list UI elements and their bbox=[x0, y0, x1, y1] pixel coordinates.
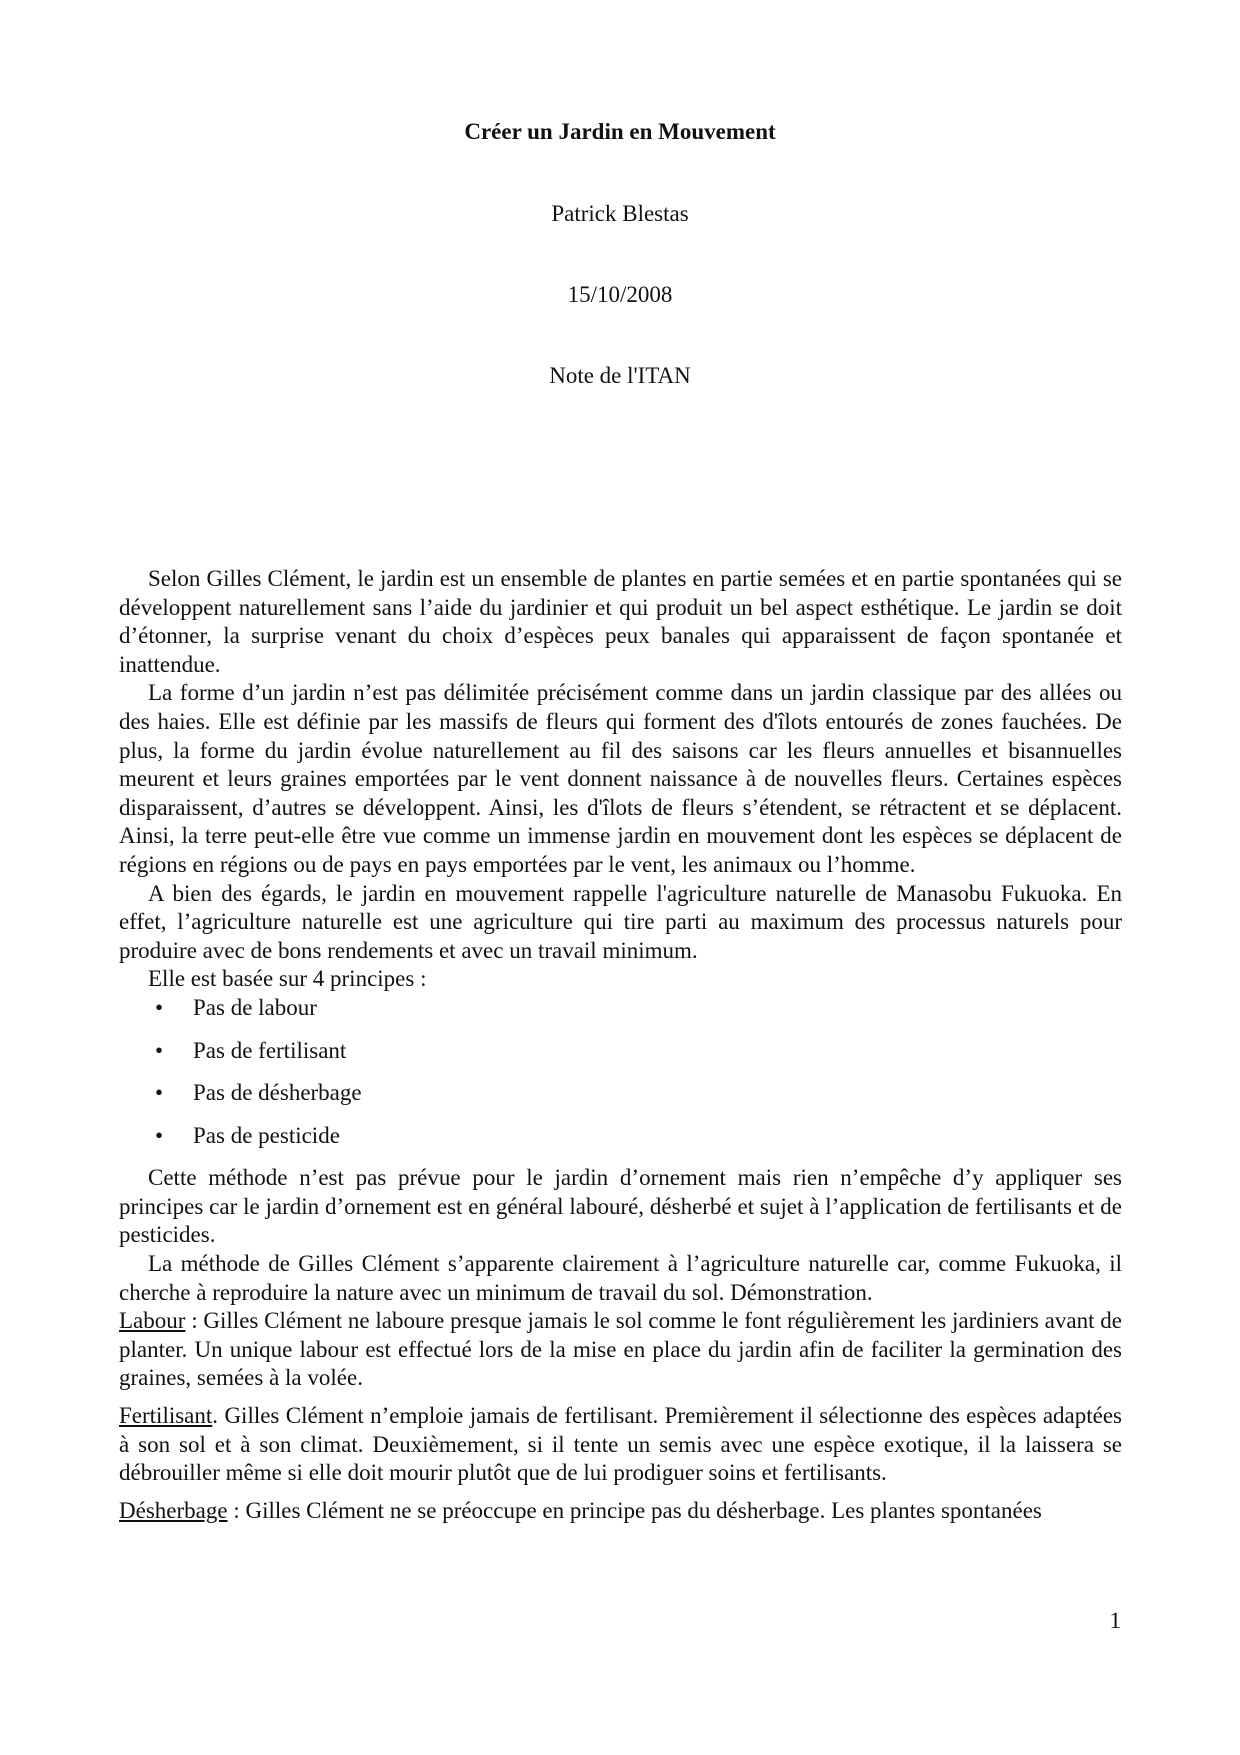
principle-label: Pas de fertilisant bbox=[193, 1037, 347, 1063]
principle-label: Pas de pesticide bbox=[193, 1122, 340, 1148]
paragraph-method: La méthode de Gilles Clément s’apparente clairement à l’agriculture naturelle car, comme Fukuoka, il cherche à reproduire la nature avec un minimum de travail du sol. Démonstration. bbox=[119, 1251, 1122, 1305]
desherbage-text: : Gilles Clément ne se préoccupe en principe pas du désherbage. Les plantes spontanées bbox=[227, 1497, 1042, 1523]
paragraph-labour bbox=[119, 1307, 1122, 1393]
paragraph-principles-intro: Elle est basée sur 4 principes : bbox=[148, 966, 427, 992]
desherbage-term: Désherbage bbox=[119, 1497, 228, 1523]
paragraph-ornamental: Cette méthode n’est pas prévue pour le jardin d’ornement mais rien n’empêche d’y appliquer ses principes car le jardin d’ornement est en général labouré, désherbé et sujet à l’application de fertilisants et de pesticides. bbox=[119, 1165, 1122, 1248]
list-item bbox=[119, 1079, 1122, 1122]
paragraph-fukuoka: A bien des égards, le jardin en mouvement rappelle l'agriculture naturelle de Manasobu Fukuoka. En effet, l’agriculture naturelle est une agriculture qui tire parti au maximum des processus naturels pour produire avec de bons rendements et avec un travail minimum. bbox=[119, 880, 1122, 963]
bullet-icon: • bbox=[155, 1080, 164, 1106]
paragraph-spacer bbox=[119, 1393, 1122, 1402]
paragraph-intro: Selon Gilles Clément, le jardin est un ensemble de plantes en partie semées et en partie spontanées qui se développent naturellement sans l’aide du jardinier et qui produit un bel aspect esthétique. Le jardin se doit d’étonner, la surprise venant du choix d’espèces peux banales qui apparaissent de façon spontanée et inattendue. bbox=[119, 566, 1122, 677]
list-item bbox=[119, 1037, 1122, 1080]
bullet-icon: • bbox=[155, 994, 164, 1020]
document-body bbox=[119, 565, 1122, 1525]
labour-text: : Gilles Clément ne laboure presque jamais le sol comme le font régulièrement les jardiniers avant de planter. Un unique labour est effectué lors de la mise en place du jardin afin de faciliter la germination des graines, semées à la volée. bbox=[119, 1308, 1122, 1391]
paragraph-garden-shape: La forme d’un jardin n’est pas délimitée précisément comme dans un jardin classique par des allées ou des haies. Elle est définie par les massifs de fleurs qui forment des d'îlots entourés de zones fauchées. De plus, la forme du jardin évolue naturellement au fil des saisons car les fleurs annuelles et bisannuelles meurent et leurs graines emportées par le vent donnent naissance à de nouvelles fleurs. Certaines espèces disparaissent, d’autres se développent. Ainsi, les d'îlots de fleurs s’étendent, se rétractent et se déplacent. Ainsi, la terre peut-elle être vue comme un immense jardin en mouvement dont les espèces se déplacent de régions en régions ou de pays en pays emportées par le vent, les animaux ou l’homme. bbox=[119, 680, 1122, 877]
document-note: Note de l'ITAN bbox=[549, 363, 691, 388]
paragraph-spacer bbox=[119, 1488, 1122, 1497]
document-date: 15/10/2008 bbox=[567, 282, 673, 307]
paragraph-fertilisant bbox=[119, 1402, 1122, 1488]
bullet-icon: • bbox=[155, 1122, 164, 1148]
paragraph-desherbage bbox=[119, 1497, 1122, 1526]
principles-list bbox=[119, 994, 1122, 1164]
fertilisant-text: . Gilles Clément n’emploie jamais de fertilisant. Premièrement il sélectionne des espèces adaptées à son sol et à son climat. Deuxièmement, si il tente un semis avec une espèce exotique, il la laissera se débrouiller même si elle doit mourir plutôt que de lui prodiguer soins et fertilisants. bbox=[119, 1403, 1122, 1486]
principle-label: Pas de désherbage bbox=[193, 1080, 362, 1106]
bullet-icon: • bbox=[155, 1037, 164, 1063]
document-title: Créer un Jardin en Mouvement bbox=[464, 119, 776, 144]
list-item bbox=[119, 1122, 1122, 1165]
list-item bbox=[119, 994, 1122, 1037]
labour-term: Labour bbox=[119, 1308, 186, 1334]
page-number: 1 bbox=[1109, 1608, 1121, 1633]
document-author: Patrick Blestas bbox=[551, 201, 689, 226]
fertilisant-term: Fertilisant bbox=[119, 1403, 213, 1429]
principle-label: Pas de labour bbox=[193, 994, 317, 1020]
